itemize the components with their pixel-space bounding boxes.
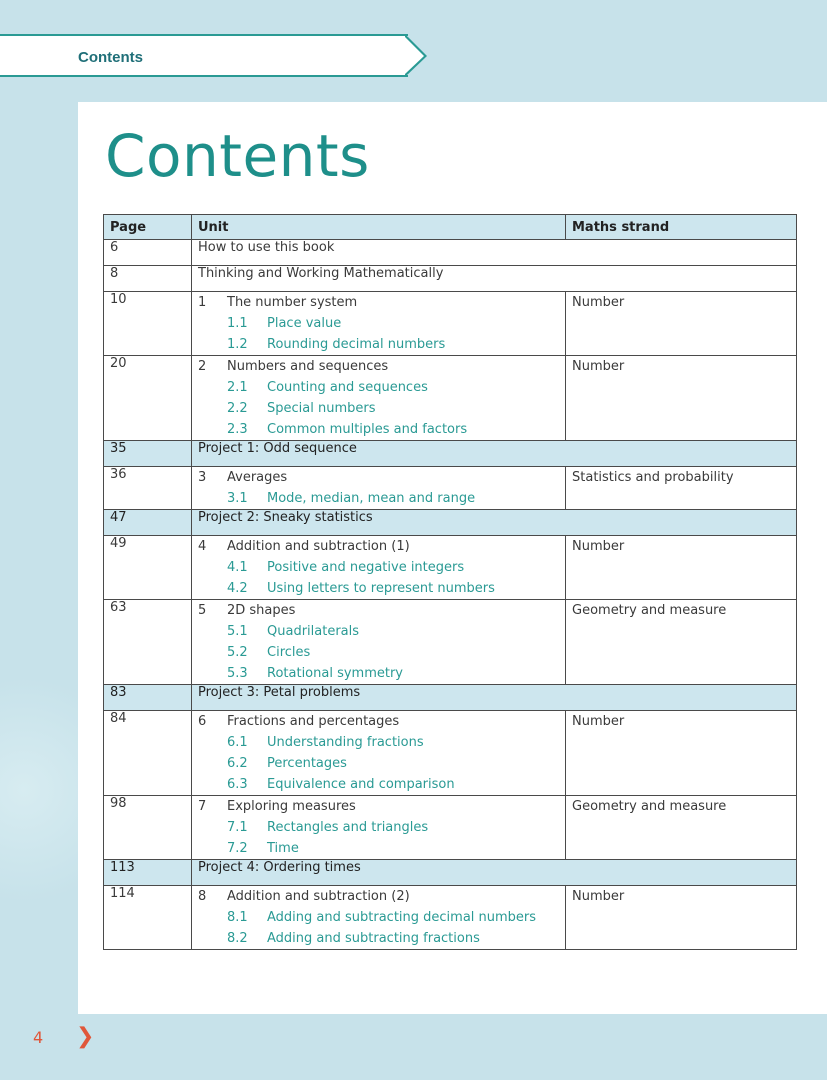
subsection-title: Counting and sequences [267, 380, 428, 395]
unit-cell [192, 356, 566, 441]
background-swirl [0, 640, 80, 940]
unit-cell [192, 292, 566, 356]
page-number-cell: 113 [104, 860, 192, 886]
subsection-title: Place value [267, 316, 342, 331]
table-row [104, 356, 797, 441]
maths-strand-cell [566, 356, 797, 441]
project-title: Project 4: Ordering times [192, 860, 797, 886]
page-number-cell: 35 [104, 441, 192, 467]
subsection-title: Adding and subtracting fractions [267, 931, 480, 946]
table-row [104, 796, 797, 860]
subsection-item [198, 557, 559, 578]
maths-strand-cell [566, 467, 797, 510]
table-row [104, 886, 797, 950]
unit-heading [198, 292, 559, 313]
subsection-item [198, 663, 559, 684]
subsection-item [198, 334, 559, 355]
subsection-title: Understanding fractions [267, 735, 424, 750]
subsection-number: 8.1 [227, 910, 248, 925]
unit-heading [198, 796, 559, 817]
subsection-number: 4.1 [227, 560, 248, 575]
subsection-number: 4.2 [227, 581, 248, 596]
maths-strand-cell [566, 292, 797, 356]
maths-strand: Number [572, 295, 625, 310]
subsection-title: Rounding decimal numbers [267, 337, 446, 352]
project-title: Project 3: Petal problems [192, 685, 797, 711]
page-number-cell: 36 [104, 467, 192, 510]
unit-number: 3 [198, 470, 207, 485]
column-header-unit: Unit [192, 215, 566, 240]
subsection-item [198, 928, 559, 949]
maths-strand: Geometry and measure [572, 603, 727, 618]
subsection-item [198, 907, 559, 928]
subsection-number: 6.2 [227, 756, 248, 771]
subsection-number: 6.1 [227, 735, 248, 750]
project-row [104, 860, 797, 886]
maths-strand: Number [572, 359, 625, 374]
subsection-item [198, 419, 559, 440]
page-number-cell: 84 [104, 711, 192, 796]
maths-strand: Number [572, 539, 625, 554]
page-number-cell: 10 [104, 292, 192, 356]
subsection-title: Common multiples and factors [267, 422, 468, 437]
subsection-item [198, 313, 559, 334]
section-tab [0, 34, 408, 77]
maths-strand-cell [566, 886, 797, 950]
project-row [104, 441, 797, 467]
section-tab-label: Contents [78, 49, 143, 66]
unit-heading [198, 600, 559, 621]
subsection-number: 5.3 [227, 666, 248, 681]
next-page-chevron-icon[interactable]: ❯ [76, 1024, 95, 1049]
unit-title: Numbers and sequences [227, 359, 389, 374]
maths-strand: Geometry and measure [572, 799, 727, 814]
unit-cell [192, 536, 566, 600]
subsection-number: 5.2 [227, 645, 248, 660]
subsection-title: Special numbers [267, 401, 376, 416]
subsection-title: Rotational symmetry [267, 666, 404, 681]
table-row [104, 266, 797, 292]
unit-title: Exploring measures [227, 799, 356, 814]
unit-heading [198, 356, 559, 377]
page-number-cell: 47 [104, 510, 192, 536]
unit-cell [192, 711, 566, 796]
page-number-cell: 6 [104, 240, 192, 266]
table-row [104, 600, 797, 685]
unit-cell [192, 796, 566, 860]
subsection-item [198, 578, 559, 599]
subsection-item [198, 398, 559, 419]
unit-cell [192, 467, 566, 510]
contents-table [103, 214, 797, 950]
unit-number: 8 [198, 889, 207, 904]
subsection-number: 7.1 [227, 820, 248, 835]
maths-strand-cell [566, 711, 797, 796]
unit-number: 2 [198, 359, 207, 374]
section-tab-arrow-fill [405, 37, 424, 74]
maths-strand-cell [566, 600, 797, 685]
subsection-item [198, 377, 559, 398]
unit-title: Fractions and percentages [227, 714, 400, 729]
subsection-number: 3.1 [227, 491, 248, 506]
table-row [104, 292, 797, 356]
column-header-strand: Maths strand [566, 215, 797, 240]
subsection-number: 7.2 [227, 841, 248, 856]
subsection-number: 6.3 [227, 777, 248, 792]
subsection-title: Quadrilaterals [267, 624, 360, 639]
page-number-cell: 8 [104, 266, 192, 292]
unit-number: 5 [198, 603, 207, 618]
unit-cell [192, 886, 566, 950]
subsection-title: Positive and negative integers [267, 560, 465, 575]
subsection-title: Using letters to represent numbers [267, 581, 495, 596]
unit-title: Addition and subtraction (2) [227, 889, 410, 904]
unit-heading [198, 711, 559, 732]
maths-strand: Number [572, 714, 625, 729]
subsection-item [198, 642, 559, 663]
unit-title: Averages [227, 470, 288, 485]
maths-strand-cell [566, 536, 797, 600]
project-row [104, 685, 797, 711]
subsection-number: 2.1 [227, 380, 248, 395]
page-number: 4 [33, 1028, 44, 1047]
unit-heading [198, 886, 559, 907]
unit-number: 4 [198, 539, 207, 554]
unit-title: The number system [227, 295, 358, 310]
subsection-item [198, 774, 559, 795]
section-title: How to use this book [192, 240, 797, 266]
subsection-title: Circles [267, 645, 311, 660]
project-title: Project 2: Sneaky statistics [192, 510, 797, 536]
project-title: Project 1: Odd sequence [192, 441, 797, 467]
page-title: Contents [105, 122, 370, 190]
page-number-cell: 114 [104, 886, 192, 950]
page-number-cell: 20 [104, 356, 192, 441]
unit-title: Addition and subtraction (1) [227, 539, 410, 554]
page-number-cell: 83 [104, 685, 192, 711]
subsection-item [198, 488, 559, 509]
subsection-number: 1.1 [227, 316, 248, 331]
subsection-item [198, 817, 559, 838]
table-row [104, 711, 797, 796]
column-header-page: Page [104, 215, 192, 240]
table-header-row [104, 215, 797, 240]
unit-number: 1 [198, 295, 207, 310]
unit-number: 7 [198, 799, 207, 814]
unit-cell [192, 600, 566, 685]
subsection-title: Rectangles and triangles [267, 820, 429, 835]
subsection-title: Equivalence and comparison [267, 777, 455, 792]
subsection-item [198, 732, 559, 753]
table-row [104, 467, 797, 510]
project-row [104, 510, 797, 536]
subsection-number: 1.2 [227, 337, 248, 352]
subsection-number: 2.3 [227, 422, 248, 437]
page-number-cell: 49 [104, 536, 192, 600]
maths-strand: Statistics and probability [572, 470, 734, 485]
contents-table-body [104, 240, 797, 950]
maths-strand: Number [572, 889, 625, 904]
maths-strand-cell [566, 796, 797, 860]
unit-heading [198, 467, 559, 488]
subsection-title: Mode, median, mean and range [267, 491, 476, 506]
page-number-cell: 63 [104, 600, 192, 685]
subsection-title: Adding and subtracting decimal numbers [267, 910, 537, 925]
unit-title: 2D shapes [227, 603, 296, 618]
page-number-cell: 98 [104, 796, 192, 860]
table-row [104, 240, 797, 266]
subsection-title: Time [267, 841, 299, 856]
subsection-title: Percentages [267, 756, 347, 771]
subsection-item [198, 838, 559, 859]
table-row [104, 536, 797, 600]
section-title: Thinking and Working Mathematically [192, 266, 797, 292]
subsection-item [198, 621, 559, 642]
unit-heading [198, 536, 559, 557]
subsection-number: 2.2 [227, 401, 248, 416]
unit-number: 6 [198, 714, 207, 729]
subsection-item [198, 753, 559, 774]
subsection-number: 8.2 [227, 931, 248, 946]
subsection-number: 5.1 [227, 624, 248, 639]
